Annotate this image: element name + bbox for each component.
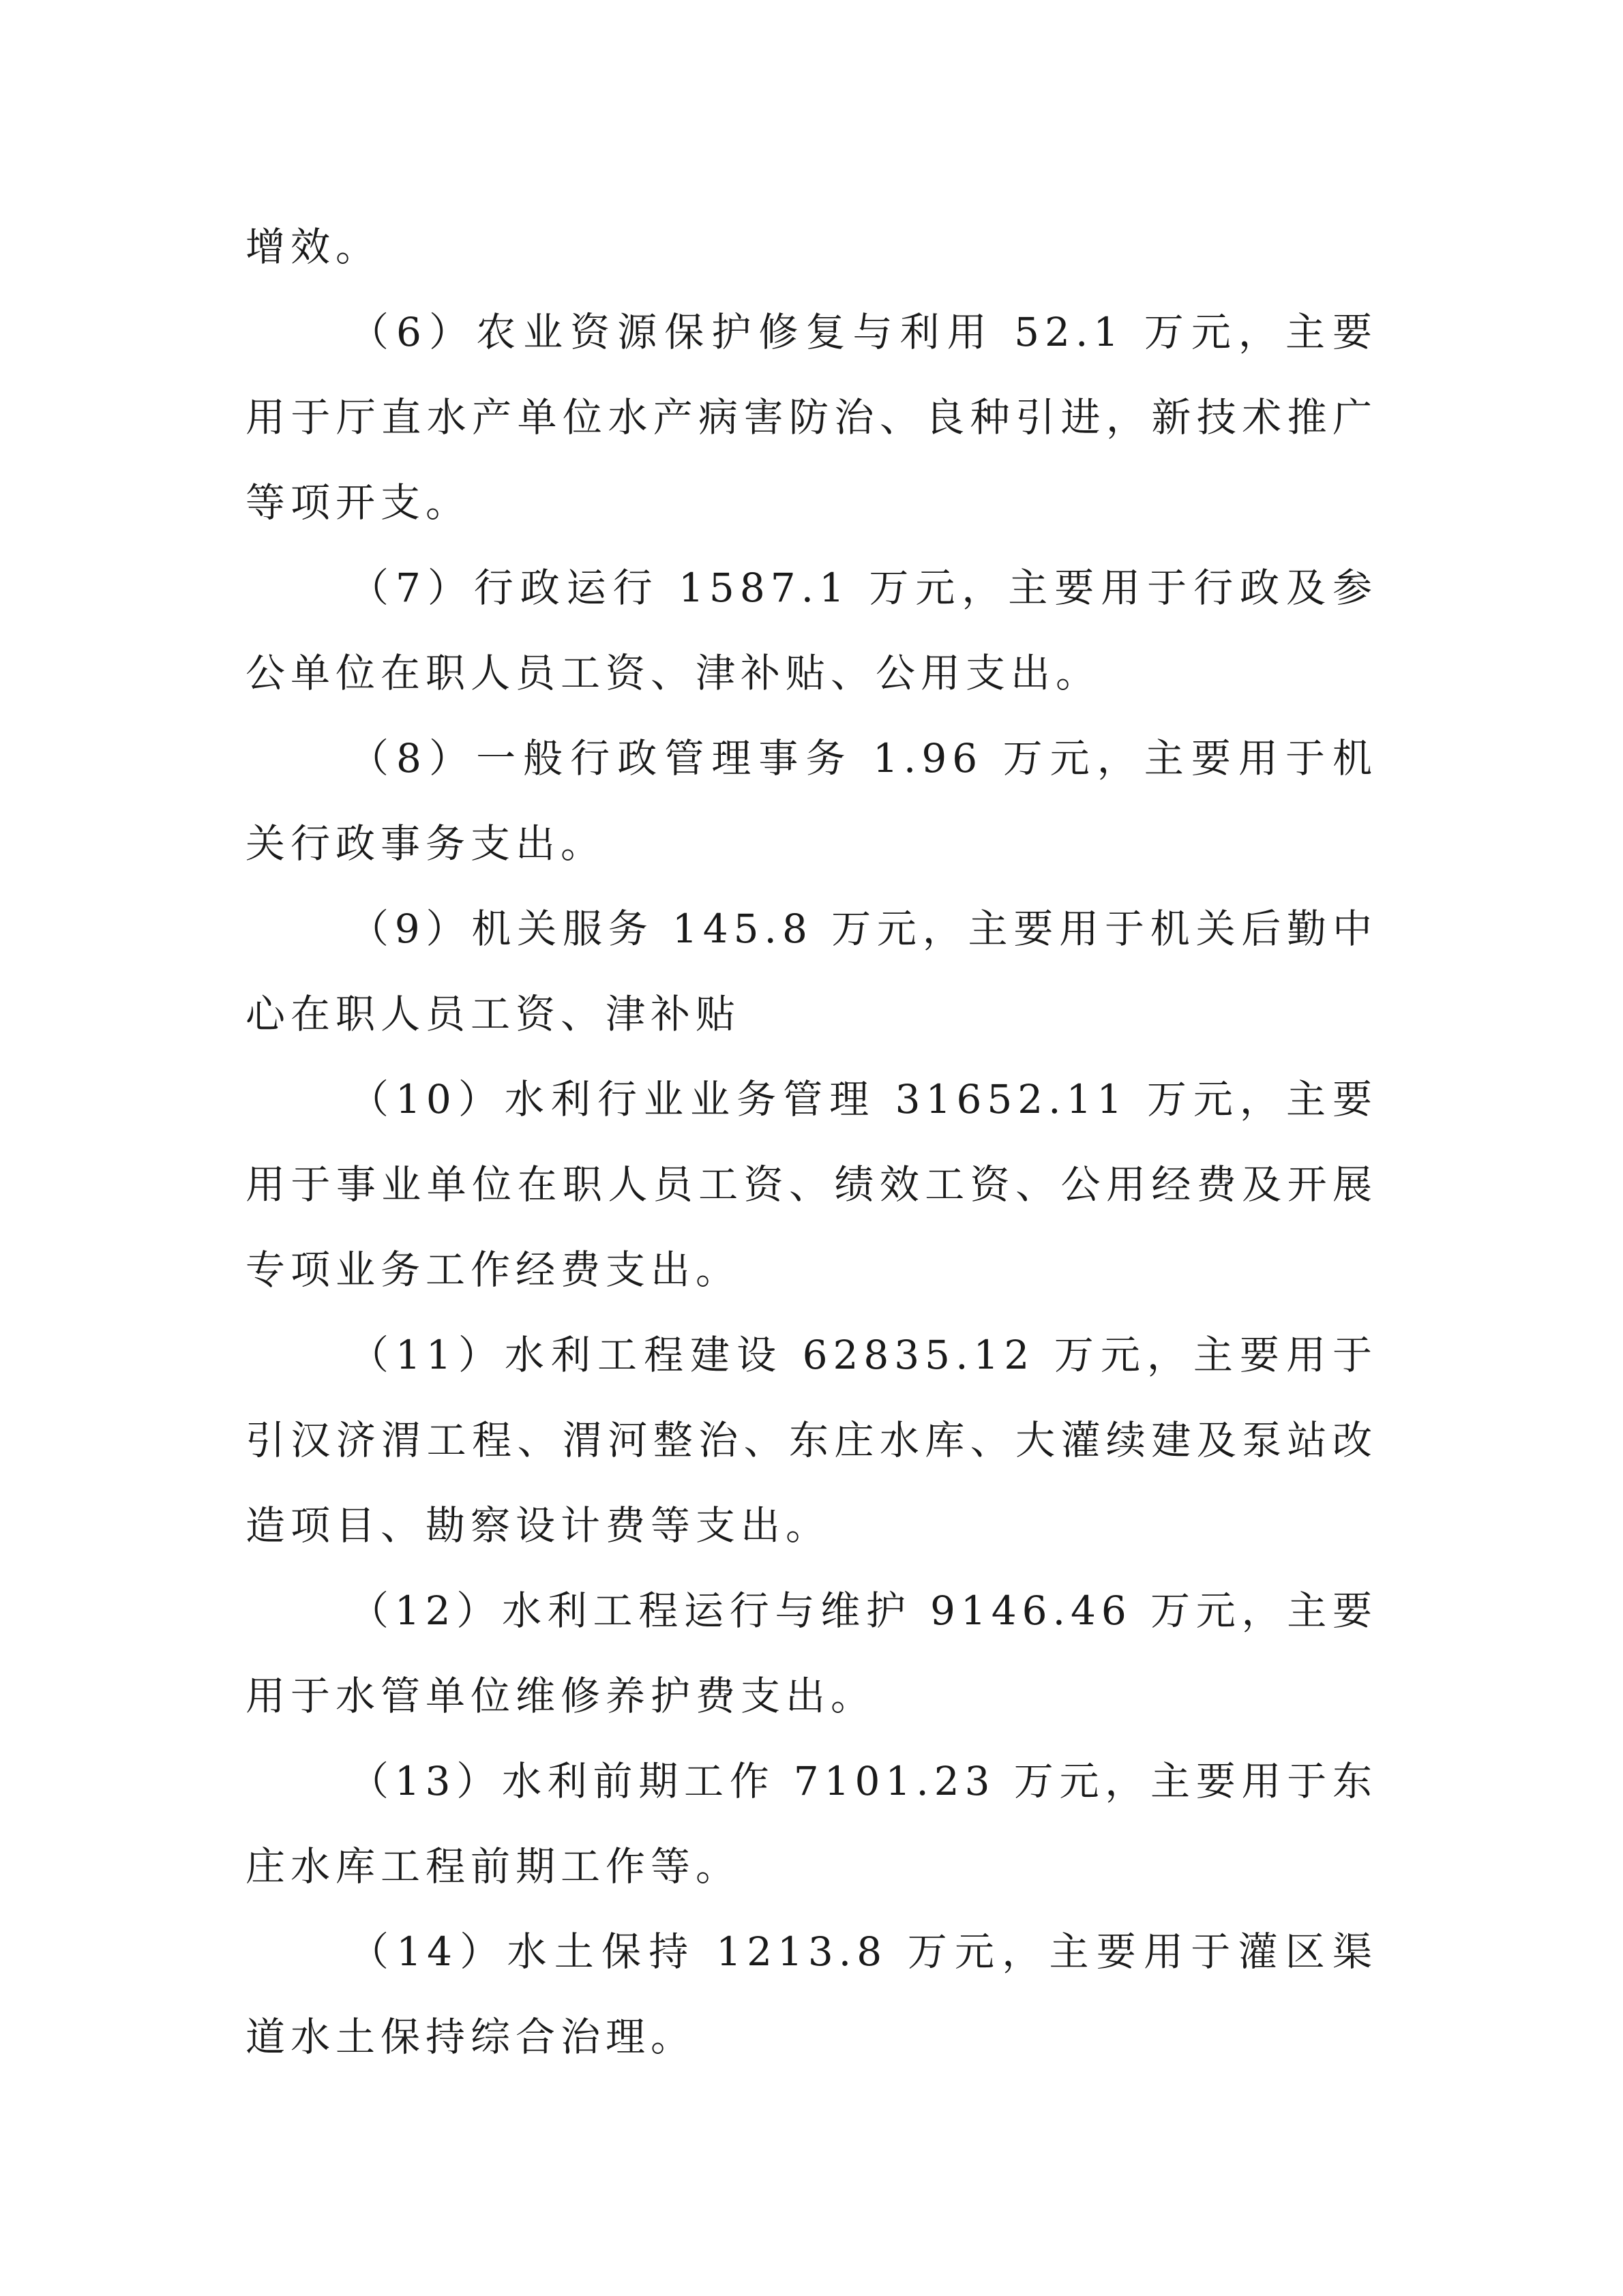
document-body [245,205,1378,2080]
paragraph-item-8: （8）一般行政管理事务 1.96 万元，主要用于机关行政事务支出。 [245,735,1378,867]
paragraph-item-7: （7）行政运行 1587.1 万元，主要用于行政及参公单位在职人员工资、津补贴、公用支出。 [245,565,1378,696]
paragraph-item-14: （14）水土保持 1213.8 万元，主要用于灌区渠道水土保持综合治理。 [245,1928,1378,2060]
paragraph-continuation: 增效。 [245,224,381,270]
paragraph-item-9: （9）机关服务 145.8 万元，主要用于机关后勤中心在职人员工资、津补贴 [245,906,1378,1037]
paragraph-item-10: （10）水利行业业务管理 31652.11 万元，主要用于事业单位在职人员工资、绩效工资、公用经费及开展专项业务工作经费支出。 [245,1076,1378,1293]
paragraph-item-11: （11）水利工程建设 62835.12 万元，主要用于引汉济渭工程、渭河整治、东庄水库、大灌续建及泵站改造项目、勘察设计费等支出。 [245,1332,1378,1549]
paragraph-item-12: （12）水利工程运行与维护 9146.46 万元，主要用于水管单位维修养护费支出。 [245,1587,1378,1719]
paragraph-item-6: （6）农业资源保护修复与利用 52.1 万元，主要用于厅直水产单位水产病害防治、良种引进，新技术推广等项开支。 [245,309,1378,526]
paragraph-item-13: （13）水利前期工作 7101.23 万元，主要用于东庄水库工程前期工作等。 [245,1758,1378,1890]
